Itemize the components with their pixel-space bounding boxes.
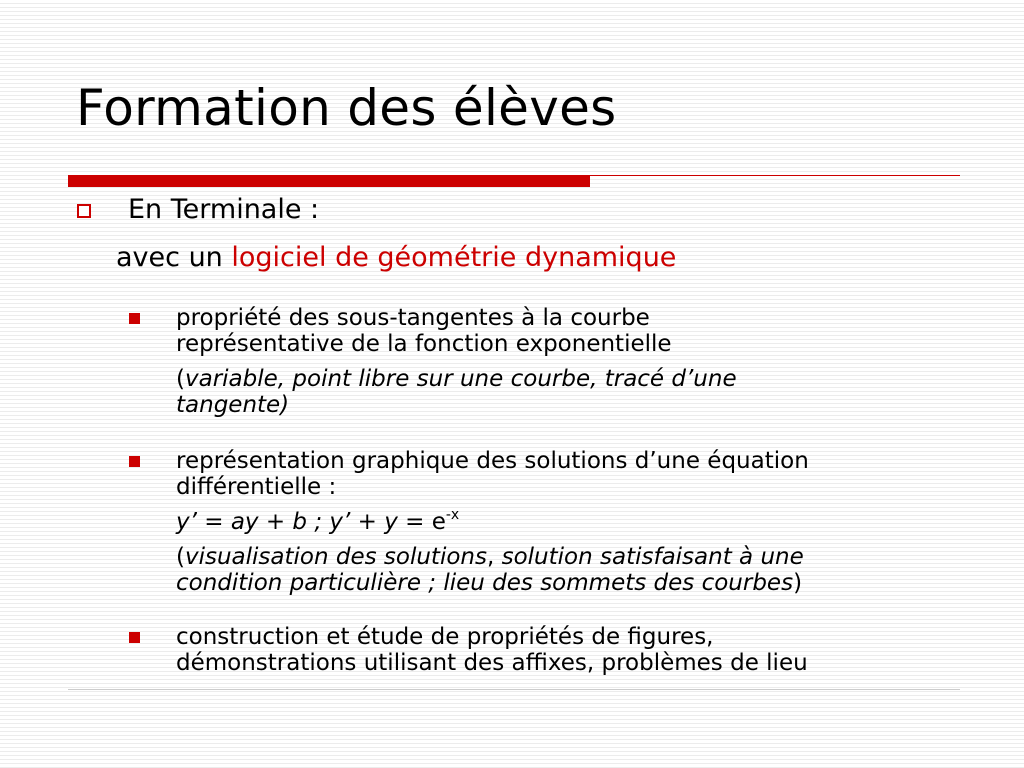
level1-label: En Terminale : (128, 194, 320, 225)
bullet-2-note-b: solution satisfaisant à une (501, 544, 804, 570)
bullet-1-note-line-1 (176, 366, 966, 392)
bullet-2-note-a: visualisation des solutions (184, 544, 487, 570)
bullet-1-note-text-2: tangente) (176, 392, 290, 418)
bullet-2-line-2: différentielle : (176, 474, 337, 500)
footer-divider (68, 689, 960, 690)
hollow-square-bullet-icon (77, 204, 91, 218)
bullet-1-note-open: ( (176, 366, 185, 392)
square-bullet-icon (129, 313, 140, 324)
title-underline-thin (590, 175, 960, 176)
bullet-1-note-line-2 (176, 392, 966, 418)
bullet-item-2 (176, 448, 966, 596)
bullet-2-note-line-2 (176, 570, 966, 596)
equation-exponent: -x (445, 507, 460, 523)
bullet-1-note-text-1: variable, point libre sur une courbe, tracé d’une (184, 366, 737, 392)
square-bullet-icon (129, 632, 140, 643)
bullet-3-line-1: construction et étude de propriétés de figures, (176, 624, 714, 650)
bullet-3-line-2: démonstrations utilisant des affixes, problèmes de lieu (176, 650, 808, 676)
subline-prefix: avec un (116, 242, 232, 273)
bullet-2-equation (176, 509, 966, 535)
bullet-2-note-close: ) (793, 570, 803, 596)
bullet-item-1 (176, 305, 966, 418)
square-bullet-icon (129, 456, 140, 467)
slide-title: Formation des élèves (76, 79, 617, 137)
level1-item-terminale (76, 192, 677, 273)
title-underline-thick (68, 175, 590, 187)
level1-subline (116, 240, 676, 276)
bullet-1-line-2: représentative de la fonction exponentielle (176, 331, 672, 357)
subline-highlight: logiciel de géométrie dynamique (231, 242, 677, 273)
bullet-2-line-1: représentation graphique des solutions d’une équation (176, 448, 809, 474)
equation-rhs: = e (397, 509, 446, 535)
bullet-2-note-c: condition particulière ; lieu des sommets des courbes (176, 570, 794, 596)
bullet-2-note-line-1 (176, 544, 966, 570)
bullet-item-3 (176, 624, 966, 676)
equation-variables: y’ = ay + b ; y’ + y (176, 509, 398, 535)
bullet-2-note-open: ( (176, 544, 185, 570)
bullet-1-line-1: propriété des sous-tangentes à la courbe (176, 305, 650, 331)
bullet-2-note-comma: , (486, 544, 502, 570)
